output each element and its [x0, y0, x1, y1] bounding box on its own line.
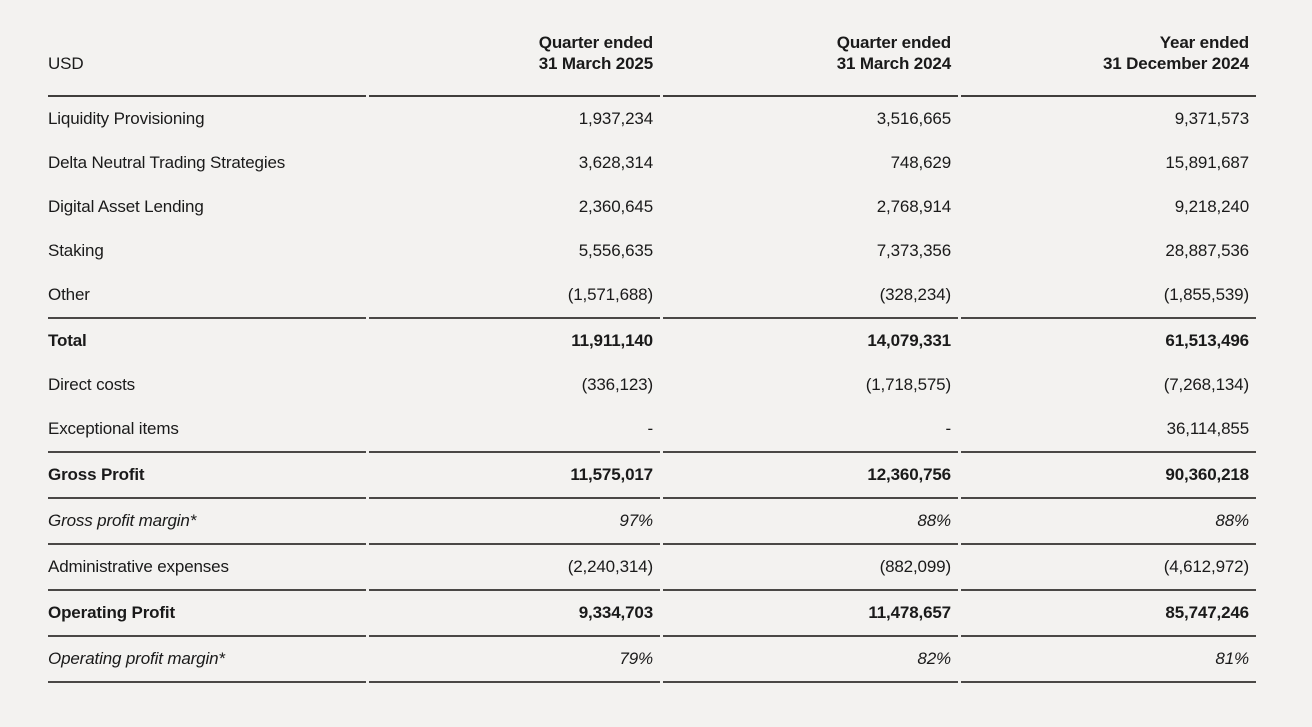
column-header-currency: USD [48, 2, 366, 97]
table-row [48, 319, 1256, 363]
row-value-cell: - [663, 407, 958, 453]
row-value-cell: 3,516,665 [876, 109, 951, 128]
row-value-cell: (4,612,972) [961, 545, 1256, 591]
row-value-cell: 7,373,356 [876, 241, 951, 260]
table-row [48, 637, 1256, 683]
row-label-cell: Gross profit margin* [48, 499, 366, 545]
table-row [48, 591, 1256, 637]
column-header-line2: 31 December 2024 [1103, 54, 1249, 73]
row-value-cell: 2,768,914 [876, 197, 951, 216]
row-value-cell: 748,629 [890, 153, 951, 172]
row-label-cell: Administrative expenses [48, 545, 366, 591]
row-value-cell: (1,571,688) [369, 273, 660, 319]
table-row [48, 453, 1256, 499]
table-row [48, 185, 1256, 229]
table-row [48, 545, 1256, 591]
row-value-cell: 14,079,331 [867, 331, 951, 350]
row-label-cell: Other [48, 273, 366, 319]
row-value-cell: - [369, 407, 660, 453]
row-value-cell: 36,114,855 [961, 407, 1256, 453]
row-value-cell: 85,747,246 [961, 591, 1256, 637]
row-label-cell: Delta Neutral Trading Strategies [48, 153, 286, 172]
column-header-quarter-2024 [663, 2, 958, 97]
row-value-cell: 12,360,756 [663, 453, 958, 499]
row-label-cell: Direct costs [48, 375, 135, 394]
row-value-cell: 79% [369, 637, 660, 683]
row-label-cell: Operating Profit [48, 591, 366, 637]
row-value-cell: 2,360,645 [578, 197, 653, 216]
row-label-cell: Exceptional items [48, 407, 366, 453]
row-value-cell: 88% [663, 499, 958, 545]
row-value-cell: 90,360,218 [961, 453, 1256, 499]
row-label-cell: Liquidity Provisioning [48, 109, 205, 128]
row-value-cell: (2,240,314) [369, 545, 660, 591]
row-label-cell: Operating profit margin* [48, 637, 366, 683]
row-value-cell: (882,099) [663, 545, 958, 591]
row-value-cell: 97% [369, 499, 660, 545]
table-row [48, 499, 1256, 545]
table-row [48, 229, 1256, 273]
table-row [48, 407, 1256, 453]
column-header-line1: Year ended [1159, 33, 1249, 52]
row-value-cell: 81% [961, 637, 1256, 683]
column-header-quarter-2025 [369, 2, 660, 97]
column-header-line2: 31 March 2025 [538, 54, 653, 73]
row-label-cell: Gross Profit [48, 453, 366, 499]
row-label-cell: Total [48, 331, 87, 350]
table-row [48, 141, 1256, 185]
table-header-row [48, 2, 1256, 97]
financial-results-table [45, 2, 1259, 683]
column-header-line1: Quarter ended [836, 33, 951, 52]
row-value-cell: 11,478,657 [663, 591, 958, 637]
row-value-cell: (1,718,575) [865, 375, 951, 394]
row-value-cell: 9,218,240 [1174, 197, 1249, 216]
column-header-line2: 31 March 2024 [836, 54, 951, 73]
row-value-cell: 28,887,536 [1165, 241, 1249, 260]
table-body [48, 97, 1256, 683]
row-value-cell: (336,123) [581, 375, 653, 394]
row-value-cell: 1,937,234 [578, 109, 653, 128]
row-value-cell: 11,911,140 [571, 331, 653, 350]
row-label-cell: Digital Asset Lending [48, 197, 204, 216]
row-value-cell: (328,234) [663, 273, 958, 319]
table-row [48, 363, 1256, 407]
row-value-cell: (1,855,539) [961, 273, 1256, 319]
page-root [0, 2, 1312, 727]
row-label-cell: Staking [48, 241, 104, 260]
row-value-cell: 61,513,496 [1165, 331, 1249, 350]
column-header-line1: Quarter ended [538, 33, 653, 52]
row-value-cell: 88% [961, 499, 1256, 545]
row-value-cell: 3,628,314 [578, 153, 653, 172]
row-value-cell: (7,268,134) [1163, 375, 1249, 394]
row-value-cell: 9,371,573 [1174, 109, 1249, 128]
table-row [48, 97, 1256, 141]
row-value-cell: 5,556,635 [578, 241, 653, 260]
table-row [48, 273, 1256, 319]
row-value-cell: 15,891,687 [1165, 153, 1249, 172]
row-value-cell: 9,334,703 [369, 591, 660, 637]
column-header-year-2024 [961, 2, 1256, 97]
row-value-cell: 11,575,017 [369, 453, 660, 499]
row-value-cell: 82% [663, 637, 958, 683]
